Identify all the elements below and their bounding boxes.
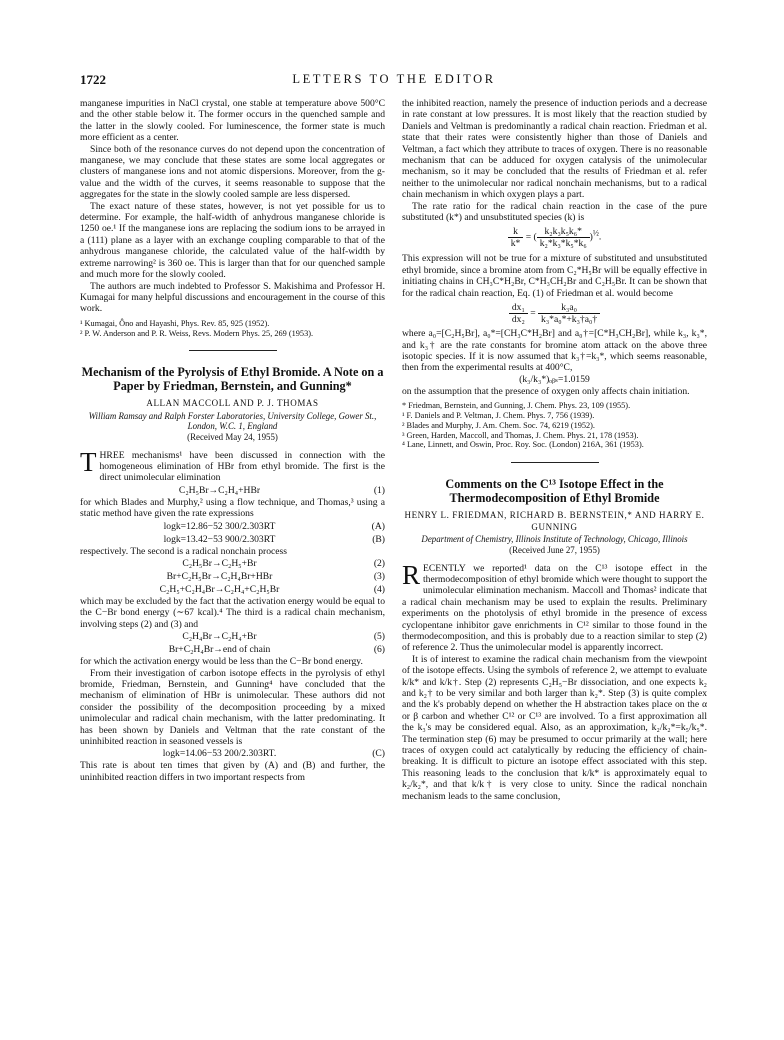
paragraph: The exact nature of these states, however, is not yet possible for us to determine. For example, the half-width of anhydrous manganese chloride is 1250 oe.¹ If the manganese ions are replacing the sodium ions to be arrayed in a (111) plane as a layer with an exchange coupling comparable to that of the anhydrous manganese chloride, the calculated value of the half-width by extreme narrowing² is 360 oe. This is larger than that for our quenched sample and much more for the slowly cooled. bbox=[80, 200, 385, 281]
equation-number: (1) bbox=[373, 484, 385, 496]
equation-number: (6) bbox=[373, 644, 385, 656]
equation-body: logk=12.86−52 300/2.303RT bbox=[163, 520, 276, 532]
numerator: k₃a₀ bbox=[538, 302, 600, 314]
equation-body: logk=13.42−53 900/2.303RT bbox=[163, 533, 276, 545]
paragraph: which may be excluded by the fact that the activation energy would be equal to the C−Br bond energy (∼67 kcal).⁴ The third is a radical chain mechanism, involving steps (2) and (3) and bbox=[80, 595, 385, 630]
equation-body: Br+C₂H₅Br→C₂H₄Br+HBr bbox=[166, 570, 273, 582]
rate-ratio-equation: $\frac{k}{k*}$ = ( $\frac{\text{k₂k₃k₅k₆*}}{\text{k₂*k₃*k₅*k₆}}$ )$^{\frac{1}{2}}$. bbox=[402, 226, 707, 249]
denominator: k₃*a₀*+k₃†a₀† bbox=[541, 314, 598, 326]
equation-body: C₂H₅Br→C₂H₅+Br bbox=[182, 557, 257, 569]
equation bbox=[80, 643, 385, 656]
equation bbox=[80, 583, 385, 596]
equation bbox=[80, 484, 385, 497]
equation-body: C₂H₄Br→C₂H₄+Br bbox=[182, 631, 257, 643]
equation-number: (C) bbox=[372, 748, 385, 760]
footnote: * Friedman, Bernstein, and Gunning, J. Chem. Phys. 23, 109 (1955). bbox=[402, 401, 631, 411]
paragraph: where a₀=[C₂H₅Br], a₀*=[CH₃C*H₂Br] and a₀†=[C*H₃CH₂Br], while k₃, k₃*, and k₃† are the rate constants for bromine atom attack on the above three isotopic species. If it is now assumed that k₃†=k₃*, which seems reasonable, then from the experimental results at 400°C, bbox=[402, 328, 707, 374]
footnote: ³ Green, Harden, Maccoll, and Thomas, J. Chem. Phys. 21, 178 (1953). bbox=[402, 430, 639, 440]
intro-paragraph bbox=[402, 559, 707, 654]
denominator: dx₂ bbox=[511, 314, 525, 326]
denominator: k* bbox=[510, 238, 521, 250]
paragraph: It is of interest to examine the radical chain mechanism from the viewpoint of the isotope effects. Using the symbols of reference 2, we attempt to evaluate k/k* and k/k†. Step (2) represents C₂H₅−Br dissociation, and one expects k₂ and k₂† to be very similar and both larger than k₂*. Step (3) is quite complex and the k's probably depend on whether the H abstraction takes place on the α or β carbon and whether C¹² or C¹³ are involved. To a first approximation all the k₃'s may be considered equal. Also, as an approximation, k₂/k₂*=k₅/k₅*. The termination step (6) may be presumed to occur primarily at the wall; here traces of oxygen could act catalytically by reducing the efficiency of chain-breaking. It is difficult to picture an isotope effect associated with this step. This reasoning leads to the conclusion that k/k* is approximately equal to k₂/k₂*, and that k/k† is very close to unity. Since the radical nonchain mechanism leads to the same conclusion, bbox=[402, 653, 707, 802]
fraction bbox=[509, 302, 528, 325]
drop-cap: T bbox=[80, 446, 97, 477]
article-affiliation: Department of Chemistry, Illinois Institute of Technology, Chicago, Illinois bbox=[421, 533, 688, 544]
paragraph: for which the activation energy would be less than the C−Br bond energy. bbox=[80, 656, 363, 668]
equation bbox=[80, 630, 385, 643]
paragraph: the inhibited reaction, namely the presence of induction periods and a decrease in rate constant at low pressures. It is most likely that the reaction studied by Daniels and Veltman is predominantly a radical chain reaction. Friedman et al. state that their rates were consistently higher than those of Daniels and Veltman, a fact which they attribute to traces of oxygen. There is no reasonable mechanism that can be adduced for oxygen catalysis of the unimolecular mechanism, so it may be concluded that the results of Friedman et al. refer neither to the unimolecular nor radical nonchain mechanisms, but to a radical chain mechanism in which oxygen plays a part. bbox=[402, 98, 707, 201]
section-divider bbox=[189, 350, 277, 351]
equation-number: (3) bbox=[373, 570, 385, 582]
paragraph: From their investigation of carbon isotope effects in the pyrolysis of ethyl bromide, Friedman, Bernstein, and Gunning⁴ have concluded that the mechanism of elimination of HBr is unimolecular. These authors did not consider the possibility of the decomposition proceeding by a mixed unimolecular and radical chain mechanism, with the latter predominating. It has been shown by Daniels and Veltman that the rate constant of the uninhibited reaction in seasoned vessels is bbox=[80, 667, 385, 748]
page-number: 1722 bbox=[80, 72, 106, 87]
article-title: Comments on the C¹³ Isotope Effect in the Thermodecomposition of Ethyl Bromide bbox=[445, 477, 664, 506]
section-divider bbox=[511, 462, 599, 463]
footnote: ² P. W. Anderson and P. R. Weiss, Revs. Modern Phys. 25, 269 (1953). bbox=[80, 328, 314, 338]
equation bbox=[80, 570, 385, 583]
equation bbox=[80, 533, 385, 546]
running-title: LETTERS TO THE EDITOR bbox=[292, 72, 496, 86]
equation-body: Br+C₂H₄Br→end of chain bbox=[168, 644, 271, 656]
equation-number: (4) bbox=[373, 583, 385, 595]
fraction bbox=[538, 302, 600, 325]
drop-cap: R bbox=[402, 559, 421, 590]
numerator: dx₁ bbox=[509, 302, 528, 314]
article-authors: HENRY L. FRIEDMAN, RICHARD B. BERNSTEIN,* AND HARRY E. GUNNING bbox=[404, 510, 705, 532]
paragraph: The rate ratio for the radical chain reaction in the case of the pure substituted (k*) and unsubstituted species (k) is bbox=[402, 200, 707, 224]
paragraph: The authors are much indebted to Professor S. Makishima and Professor H. Kumagai for many helpful discussions and encouragement in the course of this work. bbox=[80, 280, 385, 315]
equation-number: (B) bbox=[372, 533, 385, 545]
equation-body: C₂H₅+C₂H₄Br→C₂H₄+C₂H₅Br bbox=[159, 583, 280, 595]
received-date: (Received June 27, 1955) bbox=[509, 545, 600, 556]
paragraph: for which Blades and Murphy,² using a flow technique, and Thomas,³ using a static method have given the rate expressions bbox=[80, 496, 385, 520]
equation bbox=[80, 557, 385, 570]
paragraph: This expression will not be true for a mixture of substituted and unsubstituted ethyl bromide, since a bromine atom from C₂*H₅Br will be equally effective in initiating chains in CH₃C*H₂Br, C*H₃CH₂Br and C₂H₅Br. It can be shown that for the radical chain reaction, Eq. (1) of Friedman et al. would become bbox=[402, 253, 707, 299]
equation-body: C₂H₅Br→C₂H₄+HBr bbox=[178, 484, 261, 496]
rate-equation: $\frac{\text{dx₁}}{\text{dx₂}}$ = $\frac{\text{k₃a₀}}{\text{k₃*a₀*+k₃†a₀†}}$ bbox=[402, 302, 707, 325]
paragraph: This rate is about ten times that given by (A) and (B) and further, the uninhibited reaction differs in two important respects from bbox=[80, 760, 385, 783]
equation-number: (2) bbox=[373, 557, 385, 569]
footnote: ⁴ Lane, Linnett, and Oswin, Proc. Roy. Soc. (London) 216A, 361 (1953). bbox=[402, 440, 644, 450]
numerator: k₂k₃k₅k₆* bbox=[537, 226, 590, 238]
footnote: ¹ Kumagai, Ôno and Hayashi, Phys. Rev. 85, 925 (1952). bbox=[80, 318, 270, 328]
footnotes bbox=[80, 319, 385, 339]
received-date: (Received May 24, 1955) bbox=[187, 432, 278, 443]
article-title: Mechanism of the Pyrolysis of Ethyl Bromide. A Note on a Paper by Friedman, Bernstein, and Gunning* bbox=[81, 365, 384, 394]
equation-number: (A) bbox=[371, 520, 385, 532]
paragraph: manganese impurities in NaCl crystal, one stable at temperature above 500°C and the other stable below it. The former occurs in the quenched sample and the latter in the slowly cooled. For luminescence, the former state is much more efficient as a center. bbox=[80, 98, 385, 144]
intro-text: ECENTLY we reported¹ data on the C¹³ isotope effect in the thermodecomposition of ethyl bromide which were thought to support the unimolecular elimination mechanism. Maccoll and Thomas² indicate that a radical chain mechanism may be used to explain the results. Preliminary experiments on the photolysis of ethyl bromide in the presence of excess cyclopentane inhibitor gave enrichments in C¹² similar to those found in the thermodecomposition, and this is probably due to a reaction similar to step (2) of reference 2. Thus the unimolecular model is apparently incorrect. bbox=[402, 562, 707, 654]
equation-body: logk=14.06−53 200/2.303RT. bbox=[162, 748, 277, 760]
fraction bbox=[508, 226, 524, 249]
numerator: k bbox=[508, 226, 524, 238]
equation bbox=[80, 520, 385, 533]
footnote: ¹ F. Daniels and P. Veltman, J. Chem. Phys. 7, 756 (1939). bbox=[402, 410, 595, 420]
paragraph: respectively. The second is a radical nonchain process bbox=[80, 545, 287, 557]
paragraph: on the assumption that the presence of oxygen only affects chain initiation. bbox=[402, 385, 690, 397]
intro-text: HREE mechanisms¹ have been discussed in connection with the homogeneous elimination of HBr from ethyl bromide. The first is the direct unimolecular elimination bbox=[99, 449, 385, 484]
equation bbox=[80, 747, 385, 760]
fraction bbox=[537, 226, 590, 249]
footnote: ² Blades and Murphy, J. Am. Chem. Soc. 74, 6219 (1952). bbox=[402, 420, 595, 430]
footnotes bbox=[402, 401, 707, 450]
article-affiliation: William Ramsay and Ralph Forster Laboratories, University College, Gower St., London, W.C. 1, England bbox=[88, 410, 377, 431]
equation: (k₃/k₃*)ₒᵦₛ=1.0159 bbox=[519, 373, 590, 385]
equation-number: (5) bbox=[373, 631, 385, 643]
paragraph: Since both of the resonance curves do not depend upon the concentration of manganese, we may conclude that these states are some local aggregates or clusters of manganese ions and not atomic dispersions. Moreover, from the g-value and the width of the curves, it seems reasonable to suppose that the aggregates for the state in the slowly cooled sample are less dispersed. bbox=[80, 143, 385, 201]
page-header bbox=[80, 72, 708, 88]
article-authors: ALLAN MACCOLL AND P. J. THOMAS bbox=[146, 398, 319, 409]
denominator: k₂*k₃*k₅*k₆ bbox=[539, 238, 587, 250]
right-column bbox=[402, 98, 707, 802]
intro-paragraph bbox=[80, 446, 385, 484]
exponent: ½ bbox=[592, 228, 599, 238]
left-column bbox=[80, 98, 385, 783]
